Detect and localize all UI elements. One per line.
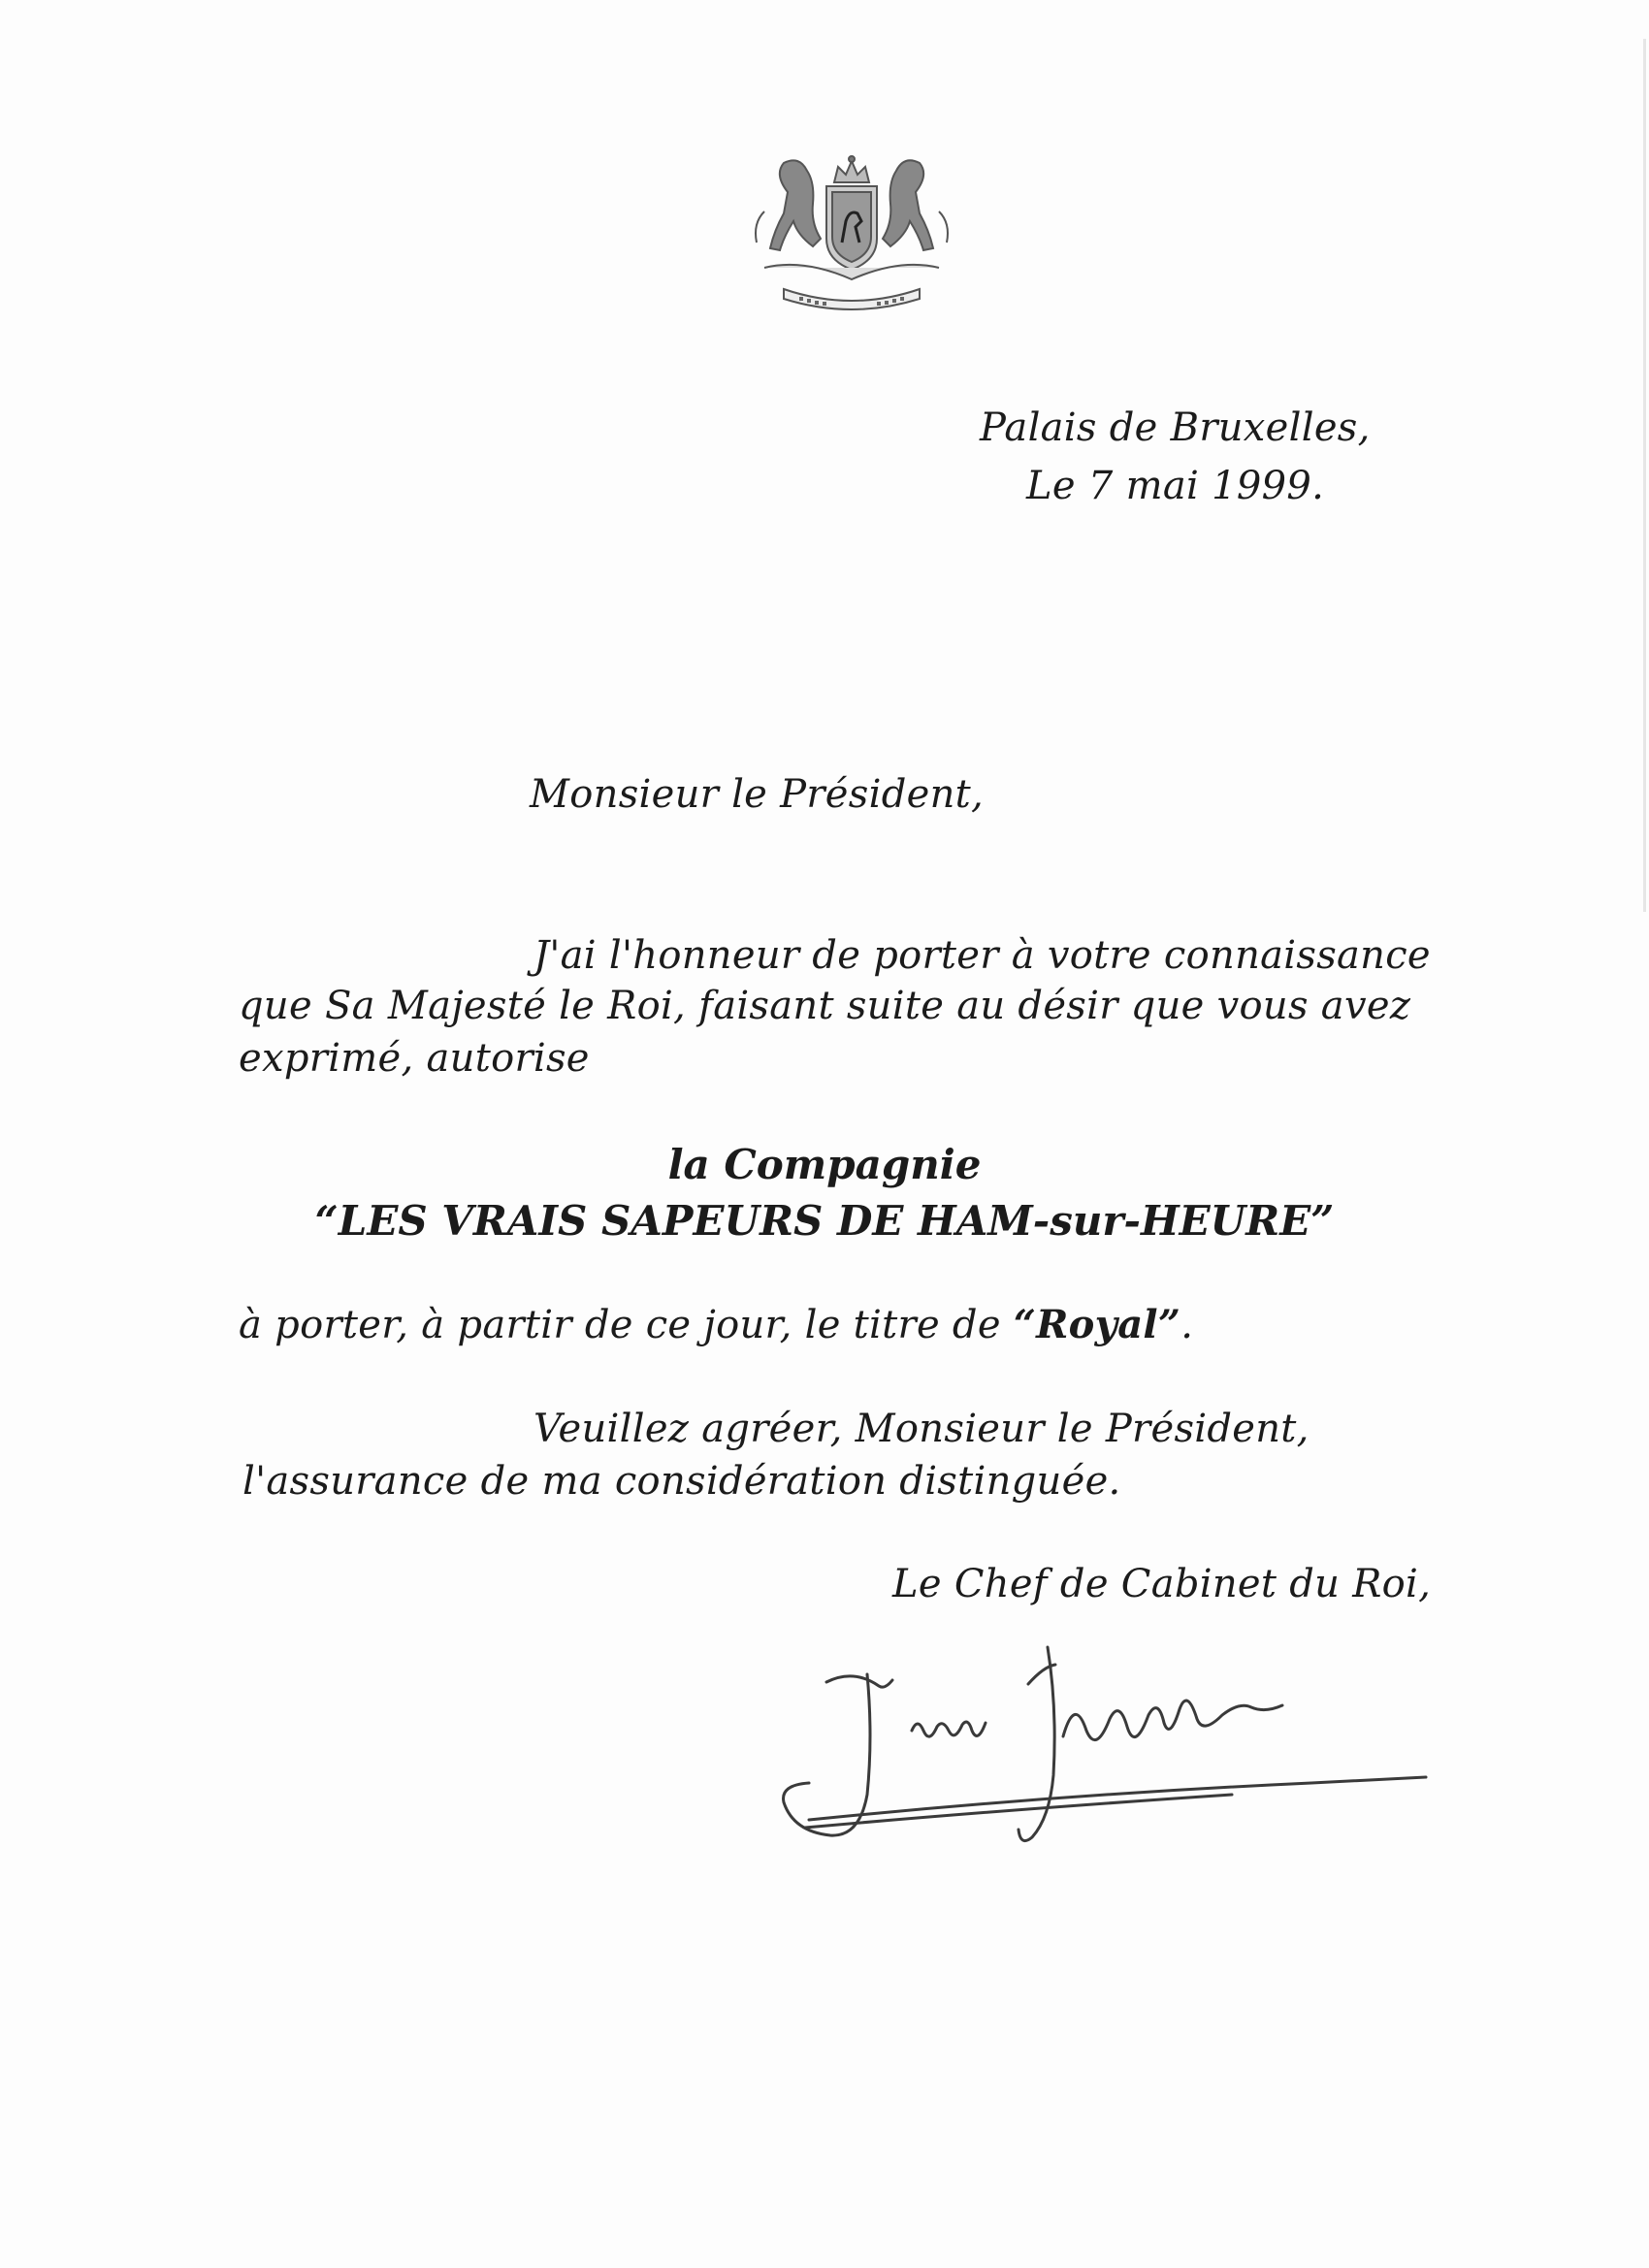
title-line [239,1302,1193,1347]
date-line: Le 7 mai 1999. [1026,464,1325,508]
title-prefix: à porter, à partir de ce jour, le titre de [239,1303,1014,1347]
closing-line-1: Veuillez agréer, Monsieur le Président, [534,1407,1310,1451]
body-line-3: exprimé, autorise [239,1036,590,1081]
signoff-role: Le Chef de Cabinet du Roi, [892,1562,1432,1606]
title-suffix: . [1180,1303,1194,1347]
closing-line-2: l'assurance de ma considération distinguée. [242,1459,1121,1504]
salutation: Monsieur le Président, [530,772,985,817]
signature-icon [766,1630,1465,1882]
body-line-2: que Sa Majesté le Roi, faisant suite au désir que vous avez [239,984,1411,1028]
place-line: Palais de Bruxelles, [980,405,1371,450]
royal-title: “Royal” [1013,1302,1181,1347]
company-line-2: “LES VRAIS SAPEURS DE HAM-sur-HEURE” [314,1197,1335,1245]
body-line-1: J'ai l'honneur de porter à votre connaissance [534,933,1431,978]
company-line-1: la Compagnie [667,1141,982,1188]
crest-icon [745,153,958,316]
scan-edge-mark [1643,39,1646,912]
